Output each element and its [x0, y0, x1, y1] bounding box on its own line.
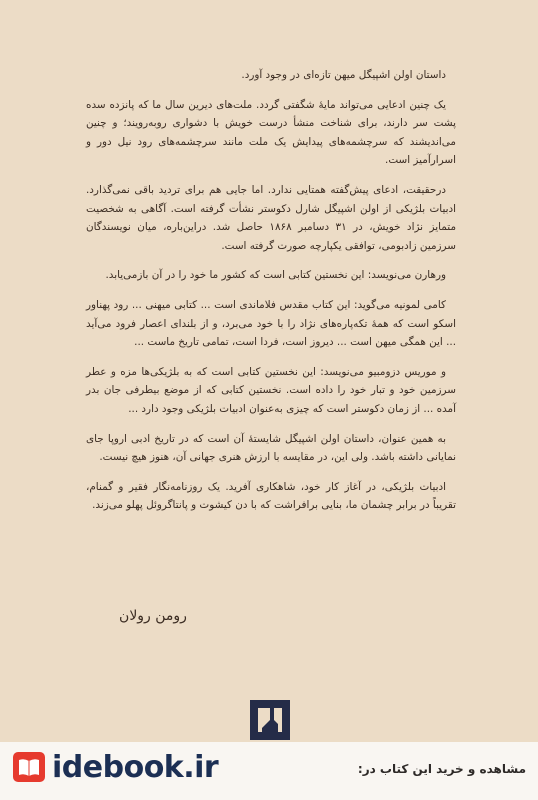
- brand-name: idebook.ir: [52, 749, 219, 785]
- open-book-icon: [10, 748, 48, 786]
- banner-text: مشاهده و خرید این کتاب در:: [357, 762, 526, 776]
- paragraph: ورهارن می‌نویسد: این نخستین کتابی است که کشور ما خود را در آن بازمی‌یابد.: [105, 269, 446, 282]
- paragraph: داستان اولن اشپیگل میهن تازه‌ای در وجود آورد.: [241, 69, 446, 81]
- back-cover-text: [86, 66, 456, 526]
- brand-logo[interactable]: [10, 748, 218, 786]
- paragraph: به همین عنوان، داستان اولن اشپیگل شایستهٔ آن است که در تاریخ ادبی اروپا جای نمایانی داشته باشد. ولی این، در مقایسه با ارزش هنری جهانی آن، هنوز هیچ نیست.: [86, 432, 456, 464]
- publisher-logo-icon: [248, 698, 292, 742]
- paragraph: کامی لمونیه می‌گوید: این کتاب مقدس فلاماندی است ... کتابی میهنی ... رود پهناور اسکو است که همهٔ تکه‌پاره‌های نژاد را با خود می‌برد، و از بلندای اعصار فرود می‌آید ... این همگی میهن است ... دیروز است، فردا است، تمامی تاریخ ماست ...: [86, 298, 456, 349]
- paragraph: ادبیات بلژیکی، در آغاز کار خود، شاهکاری آفرید. یک روزنامه‌نگار فقیر و گمنام، تقریباً در برابر چشمان ما، بنایی برافراشت که با دن کیشوت و پانتاگروئل پهلو می‌زند.: [86, 480, 456, 512]
- footer-banner[interactable]: [0, 742, 538, 800]
- paragraph: و موریس دزومبیو می‌نویسد: این نخستین کتابی است که به بلژیکی‌ها مزه و عطر سرزمین خود و تبار خود را داده است. نخستین کتابی که از موضع بیطرفی جان بدر آمده ... از زمان دکوستر است که چیزی به‌عنوان ادبیات بلژیکی وجود دارد ...: [86, 365, 456, 415]
- paragraph: درحقیقت، ادعای پیش‌گفته همتایی ندارد. اما جایی هم برای تردید باقی نمی‌گذارد. ادبیات بلژیکی از اولن اشپیگل شارل دکوستر نشأت گرفته است. آگاهی به شخصیت متمایز نژاد خویش، در ۳۱ دسامبر ۱۸۶۸ حاصل شد. دراین‌باره، میان نویسندگان سرزمین زادبومی، توافقی یکپارچه صورت گرفته است.: [86, 183, 457, 252]
- author-signature: رومن رولان: [119, 608, 187, 624]
- paragraph: یک چنین ادعایی می‌تواند مایهٔ شگفتی گردد. ملت‌های دیرین سال ما که پانزده سده پشت سر دارند، برای شناخت منشأ درست خویش با دشواری روبه‌رویند؛ و چنین می‌اندیشند که سرچشمه‌های پیدایش یک ملت مانند سرچشمه‌های رود نیل دور و اسرارآمیز است.: [86, 98, 456, 167]
